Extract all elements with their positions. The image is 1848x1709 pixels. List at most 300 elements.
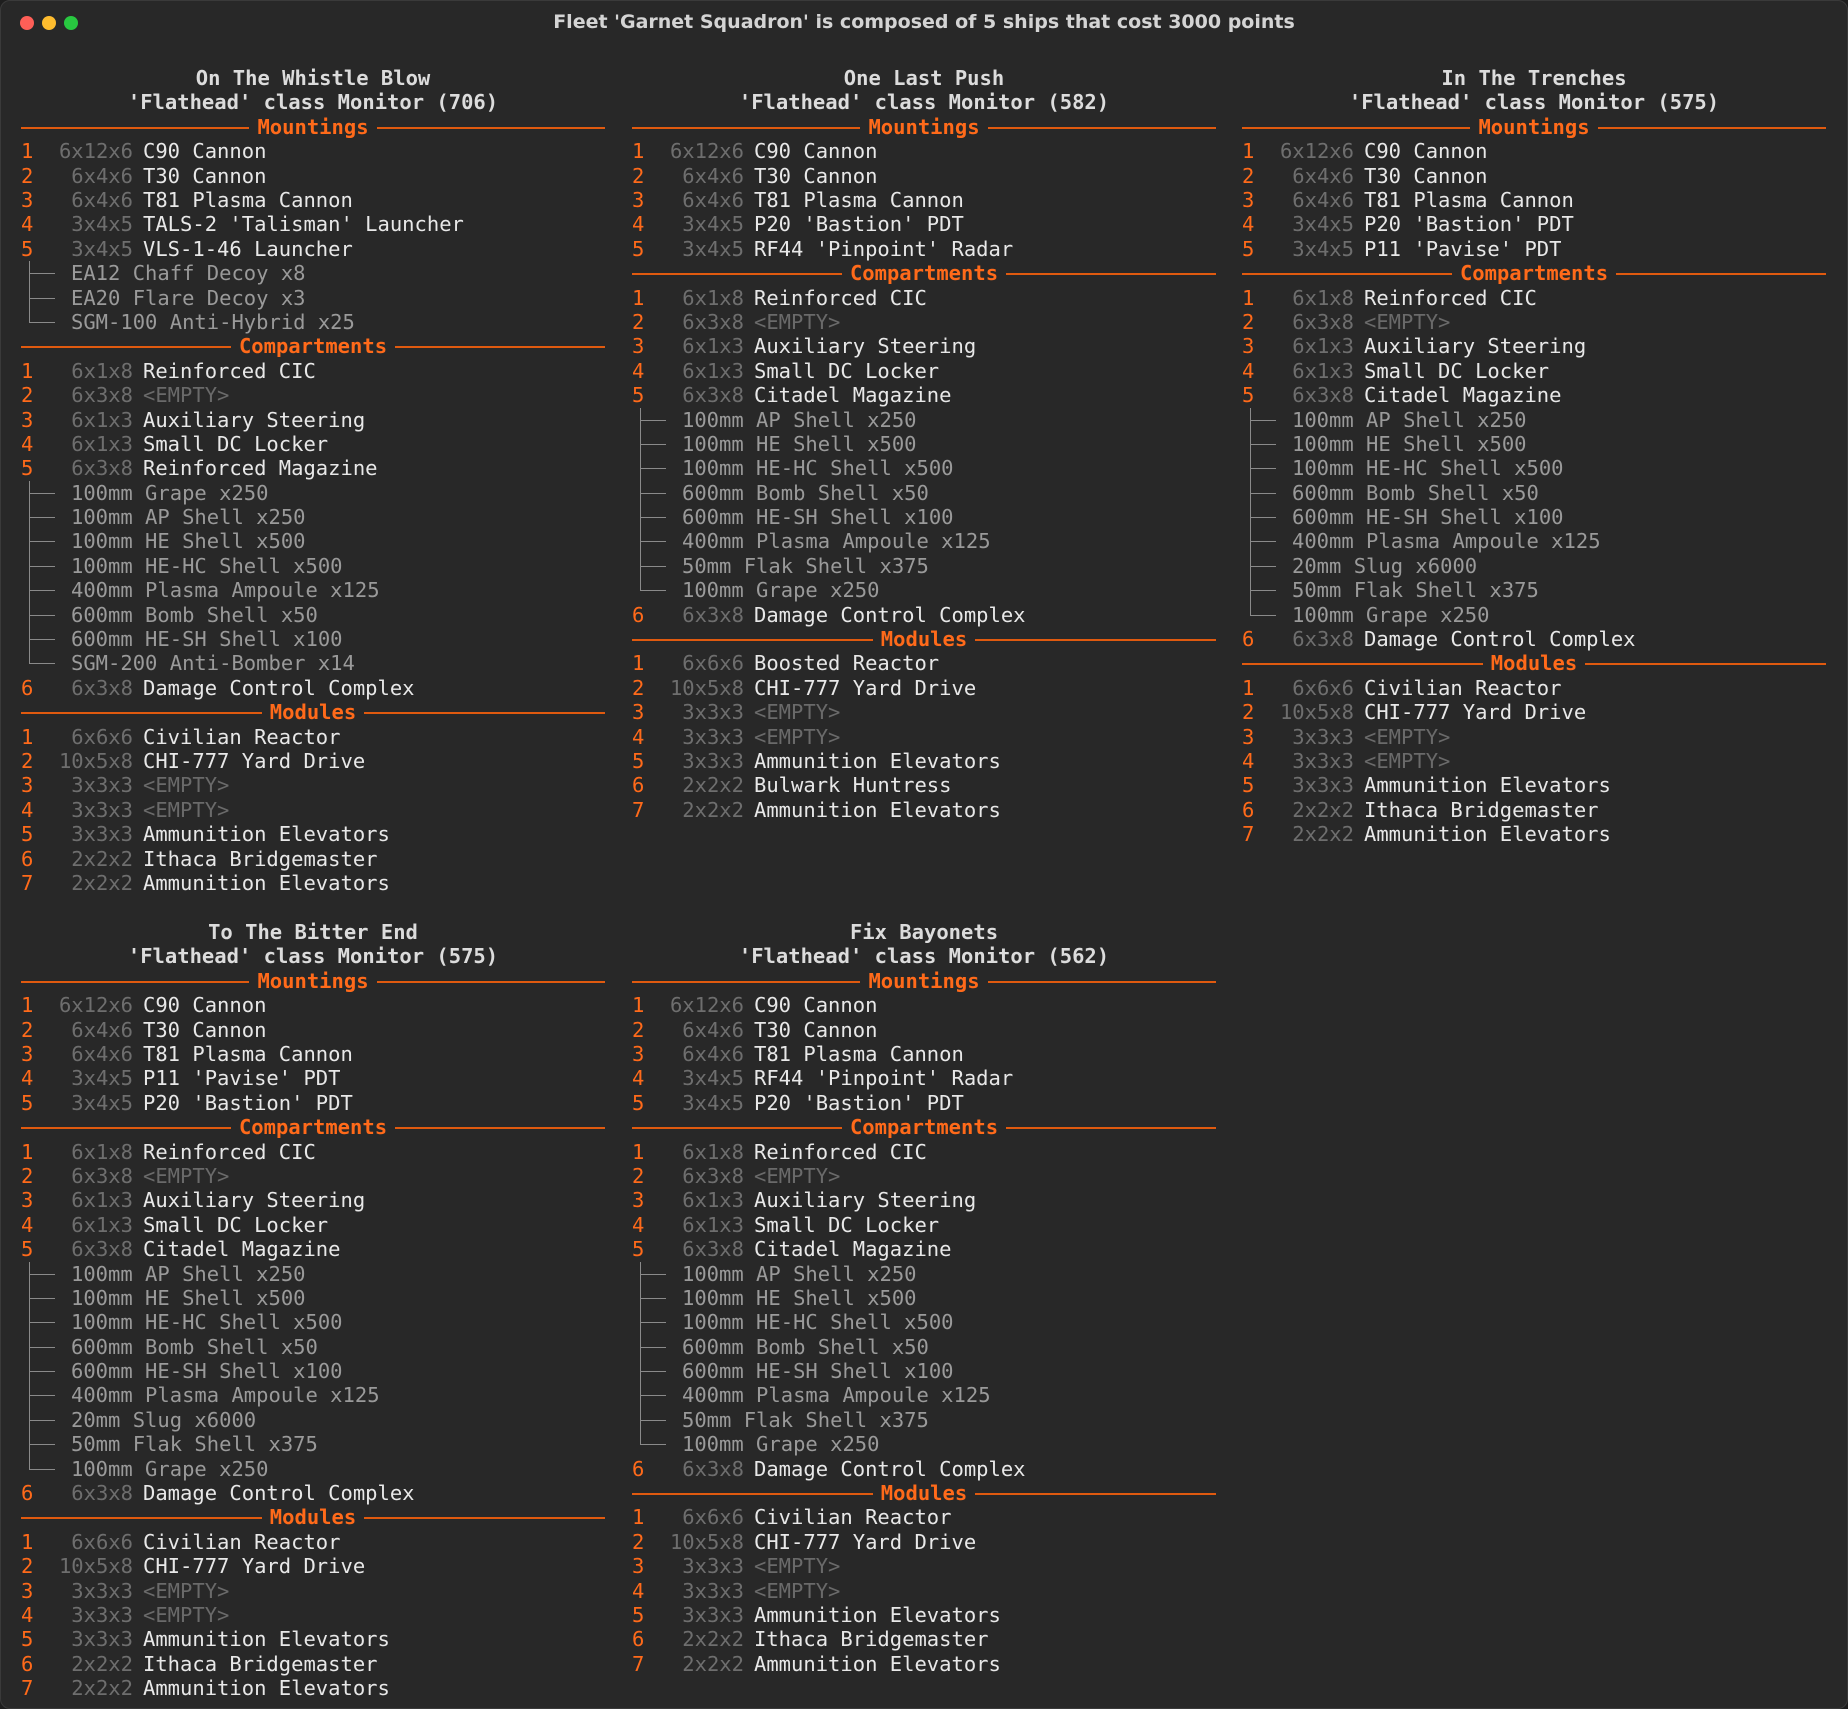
slot-index: 5	[632, 383, 645, 408]
contents-label: 600mm Bomb Shell x50	[1292, 480, 1539, 505]
slot-row[interactable]	[21, 408, 605, 432]
tree-branch-icon	[1250, 505, 1280, 529]
contents-item	[21, 286, 605, 310]
slot-row[interactable]	[21, 164, 605, 188]
contents-item	[1242, 603, 1826, 627]
tree-branch-icon	[29, 627, 59, 651]
slot-component: Ammunition Elevators	[143, 822, 390, 847]
slot-component: Civilian Reactor	[754, 1505, 952, 1530]
tree-branch-icon	[29, 261, 59, 285]
slot-row[interactable]	[1242, 286, 1826, 310]
contents-item	[1242, 456, 1826, 480]
slot-component: T81 Plasma Cannon	[1364, 187, 1574, 212]
tree-branch-icon	[1250, 603, 1280, 627]
slot-row[interactable]	[21, 1627, 605, 1651]
slot-row[interactable]	[632, 1603, 1216, 1627]
slot-size: 6x12x6	[1279, 139, 1354, 164]
contents-item	[632, 1359, 1216, 1383]
slot-size: 6x4x6	[1292, 187, 1354, 212]
slot-component: Ammunition Elevators	[754, 1651, 1001, 1676]
contents-label: 100mm HE-HC Shell x500	[71, 1310, 343, 1335]
slot-row[interactable]	[632, 798, 1216, 822]
slot-size: 3x4x5	[71, 1090, 133, 1115]
slot-row[interactable]	[632, 725, 1216, 749]
slot-size: 6x4x6	[71, 187, 133, 212]
slot-index: 7	[632, 797, 645, 822]
tree-branch-icon	[29, 578, 59, 602]
ship-name: In The Trenches	[1441, 66, 1627, 90]
slot-row[interactable]	[632, 1579, 1216, 1603]
slot-row[interactable]	[1242, 749, 1826, 773]
slot-component: <EMPTY>	[754, 1554, 841, 1579]
ship-class: 'Flathead' class Monitor (562)	[738, 944, 1110, 969]
contents-item	[632, 529, 1216, 553]
slot-index: 4	[632, 1212, 645, 1237]
contents-item	[21, 261, 605, 285]
slot-size: 6x6x6	[71, 724, 133, 749]
slot-index: 5	[21, 822, 34, 847]
slot-index: 3	[21, 187, 34, 212]
title-bar	[1, 1, 1847, 43]
slot-row[interactable]	[21, 676, 605, 700]
contents-label: 100mm HE Shell x500	[682, 1285, 917, 1310]
slot-row[interactable]	[632, 310, 1216, 334]
contents-item	[632, 1286, 1216, 1310]
slot-row[interactable]	[632, 164, 1216, 188]
slot-row[interactable]	[1242, 725, 1826, 749]
contents-label: 600mm Bomb Shell x50	[682, 480, 929, 505]
slot-row[interactable]	[632, 1554, 1216, 1578]
slot-index: 6	[21, 1651, 34, 1676]
slot-index: 1	[21, 139, 34, 164]
slot-row[interactable]	[632, 139, 1216, 163]
slot-row[interactable]	[21, 773, 605, 797]
slot-component: Citadel Magazine	[754, 383, 952, 408]
contents-item	[21, 529, 605, 553]
slot-index: 4	[1242, 748, 1255, 773]
tree-branch-icon	[1250, 529, 1280, 553]
slot-row[interactable]	[1242, 310, 1826, 334]
slot-size: 6x6x6	[71, 1529, 133, 1554]
section-header-modules	[632, 627, 1216, 651]
contents-item	[21, 310, 605, 334]
slot-component: Damage Control Complex	[754, 1456, 1026, 1481]
ship-name: On The Whistle Blow	[195, 66, 431, 90]
slot-index: 1	[21, 1529, 34, 1554]
slot-component: Civilian Reactor	[143, 724, 341, 749]
contents-label: 400mm Plasma Ampoule x125	[1292, 529, 1601, 554]
slot-row[interactable]	[21, 1140, 605, 1164]
slot-row[interactable]	[21, 1213, 605, 1237]
slot-component: Civilian Reactor	[1364, 675, 1562, 700]
slot-row[interactable]	[632, 676, 1216, 700]
slot-row[interactable]	[632, 993, 1216, 1017]
slot-component: Reinforced CIC	[143, 1139, 316, 1164]
slot-row[interactable]	[632, 773, 1216, 797]
slot-index: 6	[21, 675, 34, 700]
slot-row[interactable]	[632, 1018, 1216, 1042]
section-label: Compartments	[842, 261, 1006, 285]
contents-label: 100mm HE Shell x500	[71, 1285, 306, 1310]
slot-component: T81 Plasma Cannon	[754, 187, 964, 212]
tree-branch-icon	[640, 1310, 670, 1334]
slot-size: 6x1x8	[682, 1139, 744, 1164]
slot-index: 6	[1242, 627, 1255, 652]
contents-label: EA20 Flare Decoy x3	[71, 285, 306, 310]
tree-branch-icon	[29, 554, 59, 578]
slot-row[interactable]	[21, 1188, 605, 1212]
slot-size: 3x3x3	[682, 748, 744, 773]
section-label: Mountings	[249, 969, 376, 993]
contents-item	[21, 1383, 605, 1407]
slot-index: 6	[21, 846, 34, 871]
slot-row[interactable]	[632, 1530, 1216, 1554]
slot-index: 2	[21, 748, 34, 773]
slot-component: T81 Plasma Cannon	[143, 1041, 353, 1066]
slot-component: Small DC Locker	[143, 1212, 329, 1237]
slot-index: 5	[21, 1627, 34, 1652]
slot-index: 7	[632, 1651, 645, 1676]
slot-size: 2x2x2	[682, 1627, 744, 1652]
slot-size: 6x3x8	[682, 1456, 744, 1481]
slot-component: <EMPTY>	[754, 700, 841, 725]
slot-component: Damage Control Complex	[143, 1481, 415, 1506]
slot-row[interactable]	[632, 237, 1216, 261]
slot-index: 3	[632, 1041, 645, 1066]
slot-row[interactable]	[632, 188, 1216, 212]
slot-row[interactable]	[21, 1237, 605, 1261]
slot-size: 6x1x3	[71, 431, 133, 456]
slot-row[interactable]	[632, 359, 1216, 383]
slot-index: 3	[21, 1041, 34, 1066]
contents-item	[632, 1432, 1216, 1456]
slot-row[interactable]	[1242, 383, 1826, 407]
slot-size: 6x1x8	[682, 285, 744, 310]
slot-component: Ithaca Bridgemaster	[754, 1627, 989, 1652]
slot-size: 10x5x8	[58, 748, 133, 773]
slot-component: CHI-777 Yard Drive	[143, 748, 366, 773]
tree-branch-icon	[1250, 432, 1280, 456]
slot-row[interactable]	[632, 1213, 1216, 1237]
contents-item	[21, 505, 605, 529]
tree-branch-icon	[640, 1286, 670, 1310]
slot-size: 2x2x2	[71, 1676, 133, 1701]
slot-row[interactable]	[21, 1603, 605, 1627]
ship-class: 'Flathead' class Monitor (575)	[1348, 90, 1720, 115]
slot-row[interactable]	[21, 798, 605, 822]
slot-row[interactable]	[1242, 773, 1826, 797]
slot-index: 1	[632, 1505, 645, 1530]
slot-index: 1	[1242, 675, 1255, 700]
tree-branch-icon	[29, 310, 59, 334]
slot-index: 3	[632, 334, 645, 359]
slot-component: Ammunition Elevators	[754, 1602, 1001, 1627]
tree-branch-icon	[640, 1408, 670, 1432]
contents-item	[21, 578, 605, 602]
slot-size: 10x5x8	[669, 1529, 744, 1554]
slot-index: 5	[1242, 383, 1255, 408]
section-header-modules	[21, 700, 605, 724]
contents-label: 100mm AP Shell x250	[682, 1261, 917, 1286]
contents-item	[21, 1359, 605, 1383]
slot-size: 2x2x2	[71, 870, 133, 895]
slot-index: 2	[632, 1529, 645, 1554]
slot-row[interactable]	[21, 1066, 605, 1090]
slot-row[interactable]	[632, 651, 1216, 675]
slot-row[interactable]	[632, 1457, 1216, 1481]
slot-row[interactable]	[21, 139, 605, 163]
slot-row[interactable]	[632, 1140, 1216, 1164]
slot-row[interactable]	[1242, 334, 1826, 358]
slot-index: 3	[21, 1188, 34, 1213]
slot-index: 2	[1242, 309, 1255, 334]
slot-row[interactable]	[21, 847, 605, 871]
slot-size: 10x5x8	[1279, 700, 1354, 725]
slot-index: 6	[632, 773, 645, 798]
slot-component: <EMPTY>	[754, 309, 841, 334]
slot-component: C90 Cannon	[754, 993, 878, 1018]
slot-row[interactable]	[632, 1652, 1216, 1676]
slot-row[interactable]	[1242, 237, 1826, 261]
slot-size: 6x12x6	[58, 993, 133, 1018]
slot-component: Auxiliary Steering	[143, 1188, 366, 1213]
slot-size: 3x4x5	[682, 1090, 744, 1115]
slot-row[interactable]	[21, 1676, 605, 1700]
slot-component: Small DC Locker	[754, 1212, 940, 1237]
slot-row[interactable]	[1242, 700, 1826, 724]
tree-branch-icon	[1250, 578, 1280, 602]
slot-row[interactable]	[1242, 676, 1826, 700]
slot-row[interactable]	[21, 725, 605, 749]
slot-size: 2x2x2	[71, 846, 133, 871]
slot-size: 6x4x6	[1292, 163, 1354, 188]
slot-component: Small DC Locker	[143, 431, 329, 456]
slot-component: <EMPTY>	[143, 797, 230, 822]
slot-row[interactable]	[21, 212, 605, 236]
contents-label: 600mm HE-SH Shell x100	[1292, 505, 1564, 530]
section-header-mountings	[21, 969, 605, 993]
slot-size: 6x1x3	[71, 1212, 133, 1237]
ship-name: Fix Bayonets	[849, 920, 999, 944]
section-header-compartments	[632, 261, 1216, 285]
section-header-compartments	[21, 334, 605, 358]
slot-component: Ammunition Elevators	[143, 1676, 390, 1701]
slot-row[interactable]	[632, 334, 1216, 358]
slot-row[interactable]	[1242, 212, 1826, 236]
slot-index: 1	[632, 993, 645, 1018]
ship-class: 'Flathead' class Monitor (582)	[738, 90, 1110, 115]
slot-row[interactable]	[1242, 798, 1826, 822]
ship-panel	[21, 66, 605, 895]
tree-branch-icon	[640, 578, 670, 602]
slot-component: C90 Cannon	[143, 139, 267, 164]
slot-row[interactable]	[632, 1066, 1216, 1090]
slot-index: 5	[632, 1602, 645, 1627]
slot-index: 2	[632, 163, 645, 188]
slot-row[interactable]	[1242, 359, 1826, 383]
slot-size: 3x3x3	[71, 1602, 133, 1627]
slot-size: 6x12x6	[58, 139, 133, 164]
slot-size: 2x2x2	[682, 773, 744, 798]
slot-index: 4	[21, 1602, 34, 1627]
contents-item	[21, 1310, 605, 1334]
contents-item	[632, 505, 1216, 529]
slot-row[interactable]	[632, 1505, 1216, 1529]
slot-component: Civilian Reactor	[143, 1529, 341, 1554]
slot-row[interactable]	[21, 1481, 605, 1505]
slot-component: Small DC Locker	[1364, 358, 1550, 383]
slot-row[interactable]	[632, 1188, 1216, 1212]
slot-component: Ammunition Elevators	[754, 748, 1001, 773]
slot-size: 2x2x2	[1292, 797, 1354, 822]
slot-component: TALS-2 'Talisman' Launcher	[143, 212, 464, 237]
slot-row[interactable]	[21, 188, 605, 212]
tree-branch-icon	[640, 529, 670, 553]
tree-branch-icon	[640, 481, 670, 505]
slot-component: T30 Cannon	[143, 1017, 267, 1042]
slot-component: Ammunition Elevators	[143, 1627, 390, 1652]
slot-row[interactable]	[1242, 164, 1826, 188]
section-label: Modules	[262, 700, 364, 724]
slot-index: 4	[21, 1066, 34, 1091]
slot-row[interactable]	[21, 1554, 605, 1578]
slot-row[interactable]	[21, 1579, 605, 1603]
contents-label: 100mm HE-HC Shell x500	[71, 553, 343, 578]
slot-component: Ithaca Bridgemaster	[1364, 797, 1599, 822]
slot-component: VLS-1-46 Launcher	[143, 236, 353, 261]
contents-label: SGM-100 Anti-Hybrid x25	[71, 309, 355, 334]
slot-row[interactable]	[21, 432, 605, 456]
slot-row[interactable]	[632, 603, 1216, 627]
slot-row[interactable]	[21, 1530, 605, 1554]
contents-item	[21, 651, 605, 675]
slot-row[interactable]	[21, 871, 605, 895]
slot-row[interactable]	[632, 212, 1216, 236]
section-header-modules	[1242, 651, 1826, 675]
slot-component: Auxiliary Steering	[1364, 334, 1587, 359]
slot-index: 5	[21, 1090, 34, 1115]
slot-index: 3	[1242, 724, 1255, 749]
slot-row[interactable]	[21, 1018, 605, 1042]
slot-component: T30 Cannon	[754, 163, 878, 188]
slot-size: 3x3x3	[71, 773, 133, 798]
slot-row[interactable]	[1242, 139, 1826, 163]
slot-row[interactable]	[632, 1091, 1216, 1115]
slot-row[interactable]	[632, 383, 1216, 407]
slot-index: 2	[21, 383, 34, 408]
contents-item	[632, 1335, 1216, 1359]
contents-label: 100mm Grape x250	[71, 1456, 269, 1481]
slot-row[interactable]	[21, 822, 605, 846]
slot-index: 5	[21, 456, 34, 481]
ship-name: One Last Push	[843, 66, 1005, 90]
contents-label: 100mm Grape x250	[682, 578, 880, 603]
slot-size: 3x3x3	[1292, 724, 1354, 749]
window-title: Fleet 'Garnet Squadron' is composed of 5 ships that cost 3000 points	[553, 11, 1295, 33]
slot-size: 10x5x8	[58, 1554, 133, 1579]
contents-label: 100mm HE Shell x500	[1292, 431, 1527, 456]
slot-row[interactable]	[21, 1164, 605, 1188]
slot-component: Small DC Locker	[754, 358, 940, 383]
slot-index: 5	[632, 1237, 645, 1262]
slot-row[interactable]	[21, 359, 605, 383]
tree-branch-icon	[640, 456, 670, 480]
slot-size: 3x4x5	[1292, 212, 1354, 237]
slot-row[interactable]	[21, 1652, 605, 1676]
slot-row[interactable]	[21, 1042, 605, 1066]
section-header-compartments	[1242, 261, 1826, 285]
contents-item	[1242, 554, 1826, 578]
slot-index: 1	[21, 358, 34, 383]
slot-row[interactable]	[632, 1042, 1216, 1066]
slot-row[interactable]	[632, 1237, 1216, 1261]
slot-component: <EMPTY>	[143, 383, 230, 408]
slot-index: 4	[632, 1066, 645, 1091]
slot-index: 6	[632, 602, 645, 627]
tree-branch-icon	[29, 529, 59, 553]
slot-index: 4	[1242, 358, 1255, 383]
slot-size: 3x3x3	[71, 822, 133, 847]
slot-row[interactable]	[21, 1091, 605, 1115]
slot-row[interactable]	[21, 749, 605, 773]
tree-branch-icon	[29, 1335, 59, 1359]
slot-component: <EMPTY>	[143, 1602, 230, 1627]
contents-item	[21, 627, 605, 651]
slot-row[interactable]	[1242, 822, 1826, 846]
slot-component: <EMPTY>	[754, 1163, 841, 1188]
slot-index: 2	[632, 1017, 645, 1042]
slot-index: 5	[632, 748, 645, 773]
contents-label: 50mm Flak Shell x375	[71, 1432, 318, 1457]
contents-item	[21, 1262, 605, 1286]
slot-row[interactable]	[21, 456, 605, 480]
section-label: Modules	[1483, 651, 1585, 675]
tree-branch-icon	[640, 505, 670, 529]
ship-name: To The Bitter End	[208, 920, 418, 944]
contents-label: 600mm HE-SH Shell x100	[71, 1359, 343, 1384]
slot-row[interactable]	[1242, 188, 1826, 212]
slot-row[interactable]	[21, 993, 605, 1017]
contents-label: 100mm HE-HC Shell x500	[1292, 456, 1564, 481]
tree-branch-icon	[640, 432, 670, 456]
slot-row[interactable]	[1242, 627, 1826, 651]
slot-index: 3	[632, 1188, 645, 1213]
slot-row[interactable]	[21, 237, 605, 261]
contents-item	[21, 603, 605, 627]
contents-label: 600mm HE-SH Shell x100	[71, 627, 343, 652]
slot-component: C90 Cannon	[143, 993, 267, 1018]
slot-size: 6x1x3	[682, 1188, 744, 1213]
slot-index: 2	[632, 309, 645, 334]
slot-row[interactable]	[632, 286, 1216, 310]
slot-size: 3x3x3	[682, 724, 744, 749]
slot-row[interactable]	[632, 1627, 1216, 1651]
slot-size: 3x3x3	[1292, 773, 1354, 798]
section-header-compartments	[632, 1115, 1216, 1139]
slot-component: Ammunition Elevators	[1364, 822, 1611, 847]
section-header-modules	[632, 1481, 1216, 1505]
slot-component: P20 'Bastion' PDT	[754, 1090, 964, 1115]
tree-branch-icon	[29, 1262, 59, 1286]
slot-row[interactable]	[632, 749, 1216, 773]
slot-row[interactable]	[21, 383, 605, 407]
slot-row[interactable]	[632, 1164, 1216, 1188]
slot-component: T30 Cannon	[143, 163, 267, 188]
slot-size: 3x4x5	[71, 236, 133, 261]
slot-index: 3	[1242, 187, 1255, 212]
contents-item	[632, 1310, 1216, 1334]
slot-row[interactable]	[632, 700, 1216, 724]
